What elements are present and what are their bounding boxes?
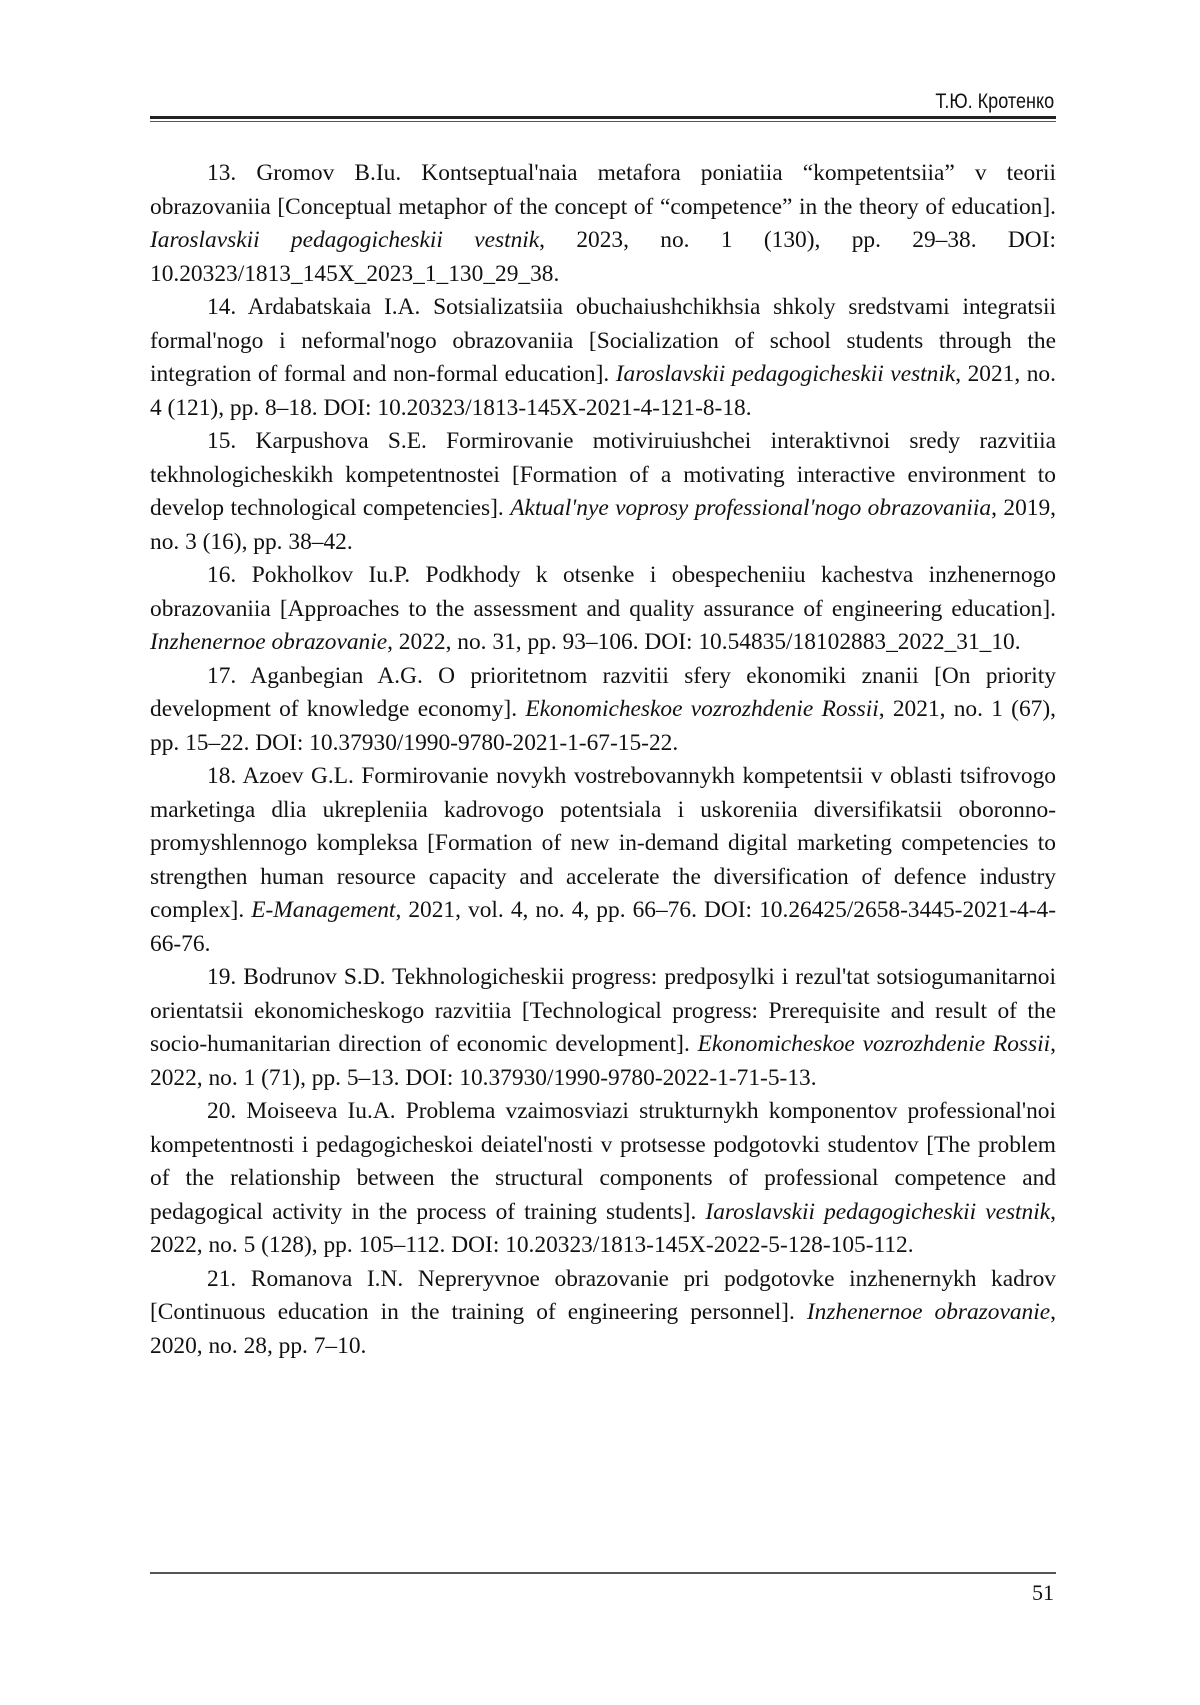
reference-details: , 2022, no. 5 (128), pp. 105–112. DOI: 10.20323/1813-145X-2022-5-128-105-112. bbox=[150, 1199, 1056, 1259]
reference-details: , 2020, no. 28, pp. 7–10. bbox=[150, 1299, 1056, 1359]
journal-title: Aktual'nye voprosy professional'nogo obrazovaniia bbox=[510, 495, 991, 521]
journal-title: Inzhenernoe obrazovanie bbox=[150, 629, 387, 655]
reference-text: Bodrunov S.D. Tekhnologicheskii progress: predposylki i rezul'tat sotsiogumanitarnoi orientatsii ekonomicheskogo razvitiia [Technological progress: Prerequisite and result of the socio-humanitarian direction of economic development]. bbox=[150, 964, 1056, 1057]
reference-details: , 2023, no. 1 (130), pp. 29–38. DOI: 10.20323/1813_145X_2023_1_130_29_38. bbox=[150, 227, 1056, 287]
reference-number: 20. bbox=[207, 1098, 236, 1124]
reference-details: , 2021, vol. 4, no. 4, pp. 66–76. DOI: 10.26425/2658-3445-2021-4-4-66-76. bbox=[150, 897, 1056, 957]
reference-number: 21. bbox=[207, 1266, 236, 1292]
reference-number: 19. bbox=[207, 964, 236, 990]
reference-text: Karpushova S.E. Formirovanie motiviruiushchei interaktivnoi sredy razvitiia tekhnologicheskikh kompetentnostei [Formation of a motivating interactive environment to develop technological competencies]. bbox=[150, 428, 1056, 521]
reference-number: 15. bbox=[207, 428, 236, 454]
reference-number: 14. bbox=[207, 294, 236, 320]
reference-text: Gromov B.Iu. Kontseptual'naia metafora poniatiia “kompetentsiia” v teorii obrazovaniia [Conceptual metaphor of the concept of “competence” in the theory of education]. bbox=[150, 160, 1056, 220]
page-number: 51 bbox=[1032, 1580, 1054, 1606]
header-rule bbox=[150, 116, 1056, 119]
footer-rule bbox=[150, 1572, 1056, 1574]
reference-number: 18. bbox=[207, 763, 236, 789]
journal-title: Iaroslavskii pedagogicheskii vestnik bbox=[705, 1199, 1050, 1225]
journal-title: E-Management bbox=[251, 897, 395, 923]
reference-text: Ardabatskaia I.A. Sotsializatsiia obuchaiushchikhsia shkoly sredstvami integratsii formal'nogo i neformal'nogo obrazovaniia [Socialization of school students through the integration of formal and non-formal education]. bbox=[150, 294, 1056, 387]
reference-number: 17. bbox=[207, 663, 236, 689]
reference-details: , 2021, no. 1 (67), pp. 15–22. DOI: 10.37930/1990-9780-2021-1-67-15-22. bbox=[150, 696, 1056, 756]
reference-text: Romanova I.N. Nepreryvnoe obrazovanie pri podgotovke inzhenernykh kadrov [Continuous education in the training of engineering personnel]. bbox=[150, 1266, 1056, 1326]
journal-title: Iaroslavskii pedagogicheskii vestnik bbox=[616, 361, 956, 387]
reference-item bbox=[150, 961, 1056, 1095]
reference-item bbox=[150, 1263, 1056, 1364]
running-header-author: Т.Ю. Кротенко bbox=[935, 90, 1054, 114]
reference-text: Pokholkov Iu.P. Podkhody k otsenke i obespecheniiu kachestva inzhenernogo obrazovaniia [Approaches to the assessment and quality assurance of engineering education]. bbox=[150, 562, 1056, 622]
journal-title: Ekonomicheskoe vozrozhdenie Rossii bbox=[525, 696, 878, 722]
reference-item bbox=[150, 760, 1056, 961]
reference-item bbox=[150, 157, 1056, 291]
reference-number: 13. bbox=[207, 160, 236, 186]
reference-number: 16. bbox=[207, 562, 236, 588]
reference-text: Moiseeva Iu.A. Problema vzaimosviazi strukturnykh komponentov professional'noi kompetentnosti i pedagogicheskoi deiatel'nosti v protsesse podgotovki studentov [The problem of the relationship between the structural components of professional competence and pedagogical activity in the process of training students]. bbox=[150, 1098, 1056, 1225]
reference-item bbox=[150, 1095, 1056, 1263]
journal-title: Inzhenernoe obrazovanie bbox=[807, 1299, 1050, 1325]
reference-details: , 2019, no. 3 (16), pp. 38–42. bbox=[150, 495, 1056, 555]
reference-item bbox=[150, 291, 1056, 425]
reference-item bbox=[150, 559, 1056, 660]
reference-details: , 2021, no. 4 (121), pp. 8–18. DOI: 10.20323/1813-145X-2021-4-121-8-18. bbox=[150, 361, 1056, 421]
reference-details: , 2022, no. 1 (71), pp. 5–13. DOI: 10.37930/1990-9780-2022-1-71-5-13. bbox=[150, 1031, 1056, 1091]
reference-item bbox=[150, 425, 1056, 559]
reference-text: Aganbegian A.G. O prioritetnom razvitii sfery ekonomiki znanii [On priority development of knowledge economy]. bbox=[150, 663, 1056, 723]
journal-title: Ekonomicheskoe vozrozhdenie Rossii bbox=[698, 1031, 1051, 1057]
reference-item bbox=[150, 660, 1056, 761]
reference-list bbox=[150, 157, 1056, 1363]
reference-text: Azoev G.L. Formirovanie novykh vostrebovannykh kompetentsii v oblasti tsifrovogo marketinga dlia ukrepleniia kadrovogo potentsiala i uskoreniia diversifikatsii oboronno-promyshlennogo kompleksa [Formation of new in-demand digital marketing competencies to strengthen human resource capacity and accelerate the diversification of defence industry complex]. bbox=[150, 763, 1056, 923]
reference-details: , 2022, no. 31, pp. 93–106. DOI: 10.54835/18102883_2022_31_10. bbox=[387, 629, 1021, 655]
journal-title: Iaroslavskii pedagogicheskii vestnik bbox=[150, 227, 539, 253]
header-rule-thin bbox=[150, 121, 1056, 122]
